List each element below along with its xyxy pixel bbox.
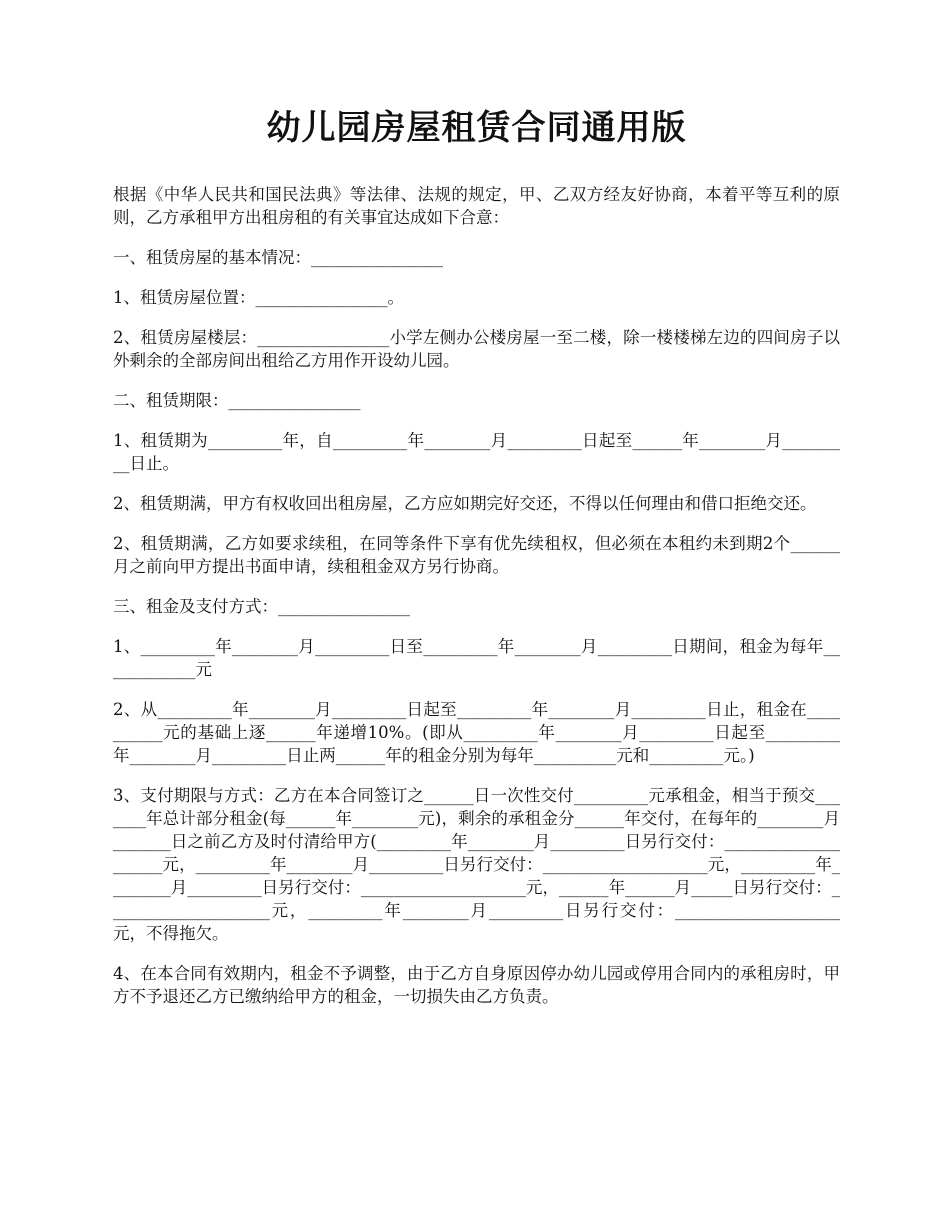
clause-rent-increase: 2、从_________年________月_________日起至_________年________月_________日止，租金在__________元的基础上逐______年递增10%。(即从_________年________月_________日起至_________年________月_________日止两______年的租金分别为每年__________元和_________元。) (113, 699, 840, 765)
clause-term: 1、租赁期为_________年，自_________年________月_________日起至______年________月_________日止。 (113, 430, 840, 473)
clause-no-adjustment: 4、在本合同有效期内，租金不予调整，由于乙方自身原因停办幼儿园或停用合同内的承租房时，甲方不予退还乙方已缴纳给甲方的租金，一切损失由乙方负责。 (113, 963, 840, 1006)
section-2-heading: 二、租赁期限：________________ (113, 390, 361, 410)
section-3-heading: 三、租金及支付方式：________________ (113, 596, 410, 616)
clause-renewal: 2、租赁期满，乙方如要求续租，在同等条件下享有优先续租权，但必须在本租约未到期2个______月之前向甲方提出书面申请，续租租金双方另行协商。 (113, 533, 840, 576)
clause-term-expiry: 2、租赁期满，甲方有权收回出租房屋，乙方应如期完好交还，不得以任何理由和借口拒绝交还。 (113, 493, 817, 513)
preamble-paragraph: 根据《中华人民共和国民法典》等法律、法规的规定，甲、乙双方经友好协商，本着平等互利的原则，乙方承租甲方出租房租的有关事宜达成如下合意： (113, 184, 840, 227)
clause-rent-period: 1、_________年________月_________日至_________年________月_________日期间，租金为每年____________元 (113, 636, 840, 679)
document-page (113, 108, 840, 1025)
document-title: 幼儿园房屋租赁合同通用版 (266, 108, 687, 148)
clause-payment-terms: 3、支付期限与方式：乙方在本合同签订之______日一次性交付_________元承租金，相当于预交_______年总计部分租金(每______年________元)，剩余的承租金分______年交付，在每年的________月_______日之前乙方及时付清给甲方(_________年________月_________日另行交付：____________________元，_________年________月_________日另行交付：____________________元，_________年________月_________日另行交付：____________________元，______年______月_____日另行交付：____________________元，_________年________月_________日另行交付：____________________元，不得拖欠。 (113, 785, 841, 943)
clause-location: 1、租赁房屋位置：________________。 (113, 287, 404, 307)
section-1-heading: 一、租赁房屋的基本情况：________________ (113, 247, 443, 267)
clause-floor: 2、租赁房屋楼层：________________小学左侧办公楼房屋一至二楼，除一楼楼梯左边的四间房子以外剩余的全部房间出租给乙方用作开设幼儿园。 (113, 327, 840, 370)
